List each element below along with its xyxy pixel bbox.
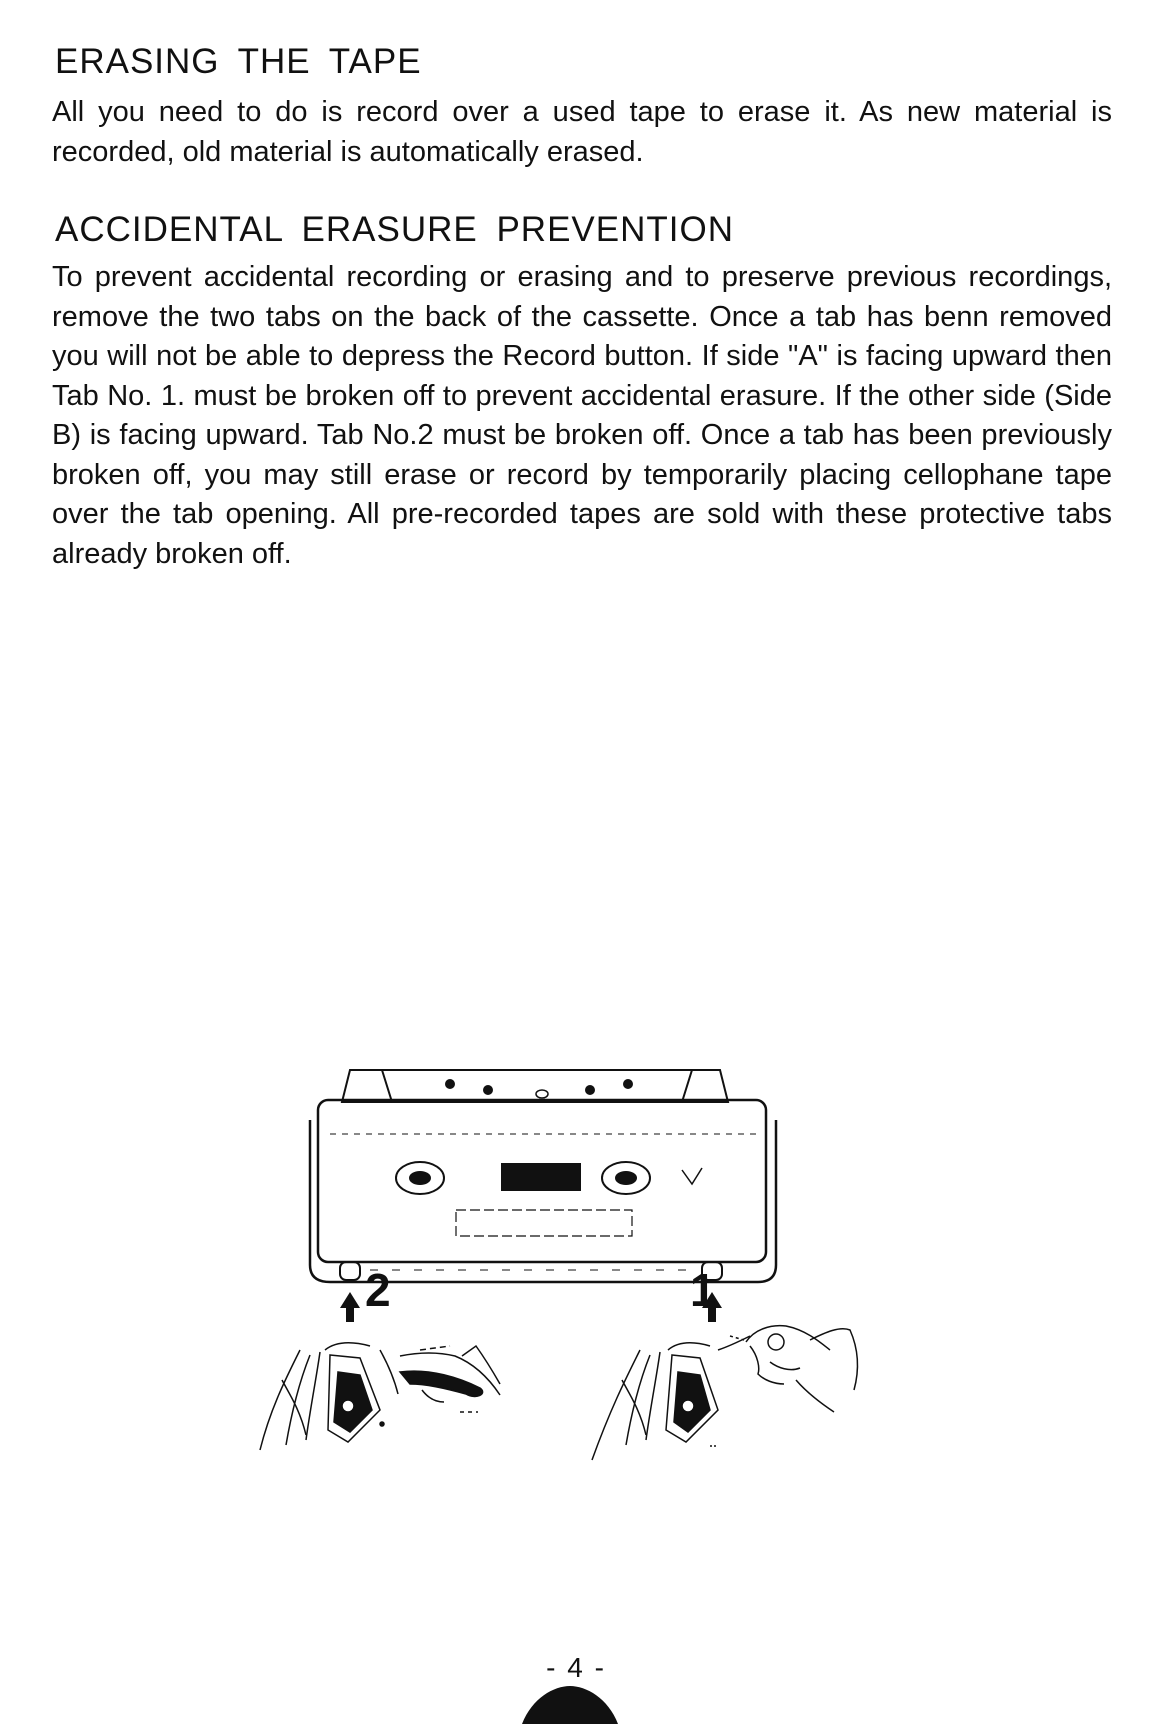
tab-label-2: 2 (365, 1264, 391, 1316)
cassette-icon (310, 1070, 776, 1282)
page-corner-mark-icon (522, 1684, 618, 1724)
arrow-up-icon (340, 1292, 722, 1322)
tab-label-1: 1 (690, 1264, 716, 1316)
section-body-erasing-the-tape: All you need to do is record over a used tape to erase it. As new material is recorded, old material is automatically erased. (52, 96, 1112, 168)
section-heading-accidental-erasure-prevention: ACCIDENTAL ERASURE PREVENTION (55, 210, 734, 249)
hands-breaking-tab-icon (260, 1343, 500, 1450)
cassette-tab-illustration (230, 1050, 930, 1520)
hands-breaking-tab-icon (592, 1326, 857, 1460)
section-heading-erasing-the-tape: ERASING THE TAPE (55, 42, 422, 81)
page-number: - 4 - (546, 1652, 606, 1683)
section-body-accidental-erasure-prevention: To prevent accidental recording or erasing and to preserve previous recordings, remove the two tabs on the back of the cassette. Once a tab has benn removed you will not be able to depress the Record button. If side "A" is facing upward then Tab No. 1. must be broken off to prevent accidental erasure. If the other side (Side B) is facing upward. Tab No.2 must be broken off. Once a tab has been previously broken off, you may still erase or record by temporarily placing cellophane tape over the tab opening. All pre-recorded tapes are sold with these protective tabs already broken off. (52, 261, 1112, 570)
